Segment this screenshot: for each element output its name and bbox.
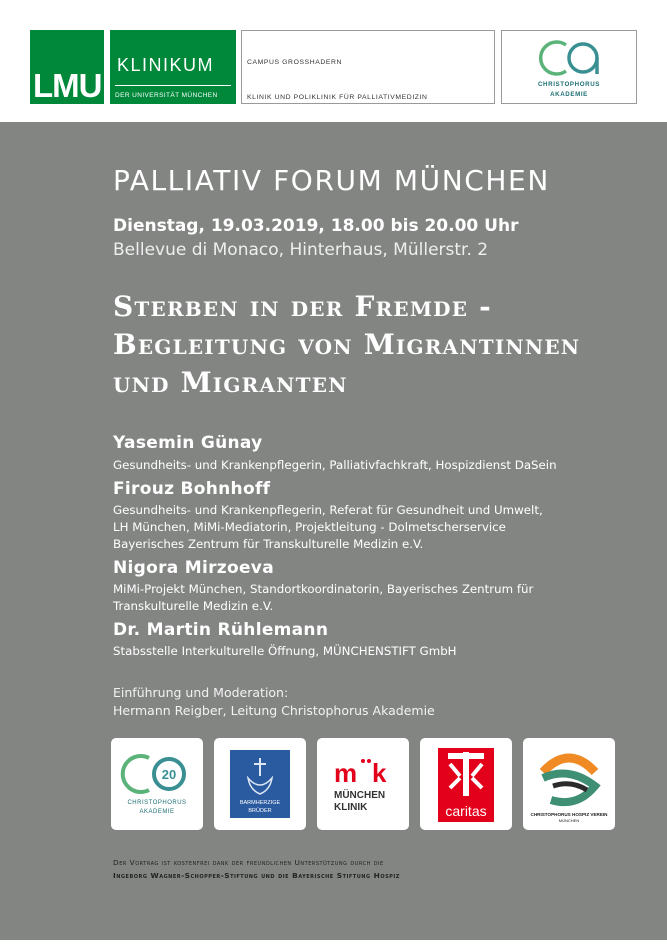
caritas-mark-icon [420,738,512,830]
caritas-logo [420,738,512,830]
barmherzige-brueder-logo [214,738,306,830]
lmu-logo-text: LMU [33,67,102,104]
event-venue: Bellevue di Monaco, Hinterhaus, Müllerstr. 2 [113,240,489,260]
academy-name-line1: CHRISTOPHORUS [537,81,600,88]
event-panel [0,122,667,945]
ca20-mark-icon [111,738,203,830]
christophorus-akademie-20-logo [111,738,203,830]
ca20-badge-text: 20 [161,767,177,782]
christophorus-akademie-logo [501,30,637,104]
speaker-description: Transkulturelle Medizin e.V. [113,599,274,613]
forum-heading: PALLIATIV FORUM MÜNCHEN [113,164,550,197]
academy-name-line2: AKADEMIE [550,91,588,98]
hospiz-text-line: CHRISTOPHORUS HOSPIZ VEREIN [530,812,608,817]
ca20-text-line: AKADEMIE [139,809,175,815]
talk-title-line: Begleitung von Migrantinnen [113,328,581,361]
clinic-name: KLINIK UND POLIKLINIK FÜR PALLIATIVMEDIZIN [247,94,428,101]
footer-line: Ingeborg Wagner-Schopper-Stiftung und die Bayerische Stiftung Hospiz [113,871,400,880]
mk-mark-k: k [372,758,387,788]
campus-name: CAMPUS GROSSHADERN [247,59,343,66]
ca-mark-icon [532,36,606,80]
klinikum-divider [115,85,231,86]
moderation-label: Einführung und Moderation: [113,685,289,700]
mk-mark-icon [317,738,409,830]
klinikum-subtitle: DER UNIVERSITÄT MÜNCHEN [115,92,218,99]
moderation-person: Hermann Reigber, Leitung Christophorus Akademie [113,703,435,718]
talk-title-line: und Migranten [113,366,348,399]
header-bar [0,0,667,122]
speaker-name: Firouz Bohnhoff [113,479,271,499]
campus-label-box [241,30,495,104]
talk-title-line: Sterben in der Fremde - [113,290,492,323]
hospiz-mark-icon [523,738,615,830]
event-date: Dienstag, 19.03.2019, 18.00 bis 20.00 Uhr [113,216,519,236]
lmu-logo [30,30,104,104]
bb-text-line: BRÜDER [248,808,272,814]
speaker-description: MiMi-Projekt München, Standortkoordinatorin, Bayerisches Zentrum für [113,582,534,596]
bb-text-line: BARMHERZIGE [239,800,281,806]
klinikum-logo [110,30,236,104]
speaker-name: Yasemin Günay [113,433,263,453]
speaker-description: Gesundheits- und Krankenpflegerin, Palliativfachkraft, Hospizdienst DaSein [113,458,557,472]
hospiz-text-line: MÜNCHEN [558,818,580,823]
bb-mark-icon [214,738,306,830]
ca20-text-line: CHRISTOPHORUS [127,800,187,806]
speaker-description: LH München, MiMi-Mediatorin, Projektleitung - Dolmetscherservice [113,520,506,534]
klinikum-title: KLINIKUM [117,55,215,75]
mk-text-line: KLINIK [334,802,368,813]
speaker-name: Nigora Mirzoeva [113,558,274,578]
speaker-description: Stabsstelle Interkulturelle Öffnung, MÜNCHENSTIFT GmbH [113,644,457,658]
christophorus-hospiz-verein-logo [523,738,615,830]
speaker-description: Bayerisches Zentrum für Transkulturelle Medizin e.V. [113,537,424,551]
mk-text-line: MÜNCHEN [334,790,386,801]
footer-line: Der Vortrag ist kostenfrei dank der freundlichen Unterstützung durch die [113,858,384,867]
muenchen-klinik-logo [317,738,409,830]
mk-mark-m: m [334,758,358,788]
caritas-text: caritas [445,803,487,819]
bottom-strip [0,940,667,945]
speaker-name: Dr. Martin Rühlemann [113,620,329,640]
speaker-description: Gesundheits- und Krankenpflegerin, Referat für Gesundheit und Umwelt, [113,503,543,517]
